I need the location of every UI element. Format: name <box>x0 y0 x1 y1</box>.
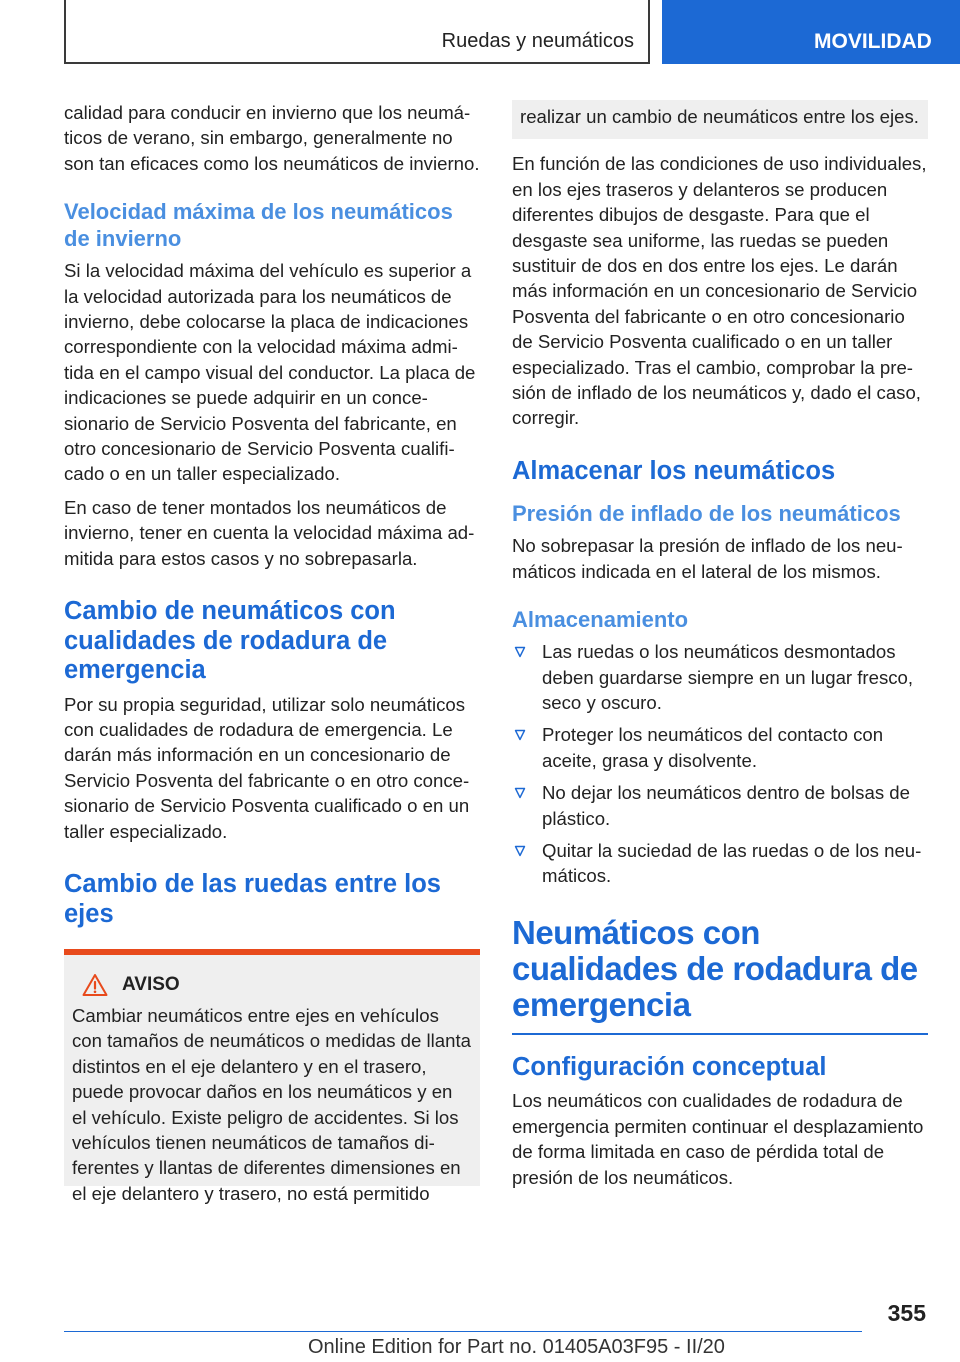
warning-title: AVISO <box>122 974 180 996</box>
storage-item-text: No dejar los neumáticos dentro de bolsas de plástico. <box>542 782 910 829</box>
header-section-tab <box>64 0 650 64</box>
list-item <box>512 838 928 889</box>
header-chapter-tab <box>662 0 960 64</box>
warning-continuation-text: realizar un cambio de neumáticos entre los ejes. <box>520 106 919 127</box>
header-chapter-label: MOVILIDAD <box>814 30 932 53</box>
footer-edition-text: Online Edition for Part no. 01405A03F95 - II/20 <box>308 1336 725 1358</box>
winter-speed-heading: Velocidad máxima de los neumáticos de invierno <box>64 199 453 252</box>
warning-continuation-box <box>512 100 928 139</box>
chapter-divider <box>512 1033 928 1035</box>
runflat-chapter-heading: Neumáticos con cualidades de rodadura de emergencia <box>512 913 918 1023</box>
storage-item-text: Proteger los neumáticos del contacto con aceite, grasa y disolvente. <box>542 724 884 771</box>
warning-text: Cambiar neumáticos entre ejes en vehículos con tamaños de neumáticos o medidas de llanta distintos en el eje delantero y en el trasero, puede provocar daños en los neumáticos y en el vehículo. Existe peligro de accidentes. Si los vehículos tienen neumáticos de tamaños diferentes y llantas de diferentes dimensiones en el eje delantero y trasero, no está permitido <box>72 1005 471 1204</box>
warning-box <box>64 955 480 1204</box>
concept-heading: Configuración conceptual <box>512 1052 827 1081</box>
tire-pressure-heading: Presión de inflado de los neumáticos <box>512 501 901 527</box>
warning-header <box>82 973 472 997</box>
intro-paragraph: calidad para conducir en invierno que los neumáticos de verano, sin embargo, generalmente no son tan eficaces como los neumáticos de invierno. <box>64 102 480 174</box>
page-number: 355 <box>887 1300 926 1326</box>
left-column <box>64 100 480 1204</box>
list-item <box>512 722 928 773</box>
list-item <box>512 639 928 715</box>
tire-pressure-paragraph: No sobrepasar la presión de inflado de los neumáticos indicada en el lateral de los mismos. <box>512 535 903 582</box>
header-section-label: Ruedas y neumáticos <box>441 30 634 52</box>
list-item <box>512 780 928 831</box>
runflat-change-paragraph: Por su propia seguridad, utilizar solo neumáticos con cualidades de rodadura de emergencia. Le darán más información en un concesionario de Servicio Posventa del fabricante o en otro concesionario de Servicio Posventa cualificado o en un taller especializado. <box>64 693 470 842</box>
triangle-right-icon <box>514 729 526 741</box>
storage-list <box>512 639 928 889</box>
storage-item-text: Quitar la suciedad de las ruedas o de los neumáticos. <box>542 840 922 887</box>
warning-triangle-icon <box>82 973 108 997</box>
winter-speed-paragraph-1: Si la velocidad máxima del vehículo es superior a la velocidad autorizada para los neumáticos de invierno, debe colocarse la placa de indicaciones correspondiente con la velocidad máxima admitida en el campo visual del conductor. La placa de indicaciones se puede adquirir en un concesionario de Servicio Posventa del fabricante, en otro concesionario de Servicio Posventa cualificado o en un taller especializado. <box>64 260 476 485</box>
storage-subheading: Almacenamiento <box>512 607 689 633</box>
axle-change-heading: Cambio de las ruedas entre los ejes <box>64 870 441 928</box>
concept-paragraph: Los neumáticos con cualidades de rodadura de emergencia permiten continuar el desplazamiento de forma limitada en caso de pérdida total de presión de los neumáticos. <box>512 1090 924 1188</box>
axle-change-paragraph: En función de las condiciones de uso individuales, en los ejes traseros y delanteros se producen diferentes dibujos de desgaste. Para que el desgaste sea uniforme, las ruedas se pueden sustituir de dos en dos entre los ejes. Le darán más información en un concesionario de Servicio Posventa del fabricante o en otro concesionario de Servicio Posventa cualificado o en un taller especializado. Tras el cambio, comprobar la presión de inflado de los neumáticos y, dado el caso, corregir. <box>512 153 927 429</box>
triangle-right-icon <box>514 787 526 799</box>
winter-speed-paragraph-2: En caso de tener montados los neumáticos de invierno, tener en cuenta la velocidad máxima admitida para estos casos y no sobrepasarla. <box>64 496 475 569</box>
triangle-right-icon <box>514 646 526 658</box>
right-column <box>512 100 928 1198</box>
runflat-change-heading: Cambio de neumáticos con cualidades de rodadura de emergencia <box>64 597 396 685</box>
storage-item-text: Las ruedas o los neumáticos desmontados deben guardarse siempre en un lugar fresco, seco y oscuro. <box>542 641 914 713</box>
tire-storage-heading: Almacenar los neumáticos <box>512 456 836 485</box>
footer-divider <box>64 1331 862 1332</box>
triangle-right-icon <box>514 845 526 857</box>
